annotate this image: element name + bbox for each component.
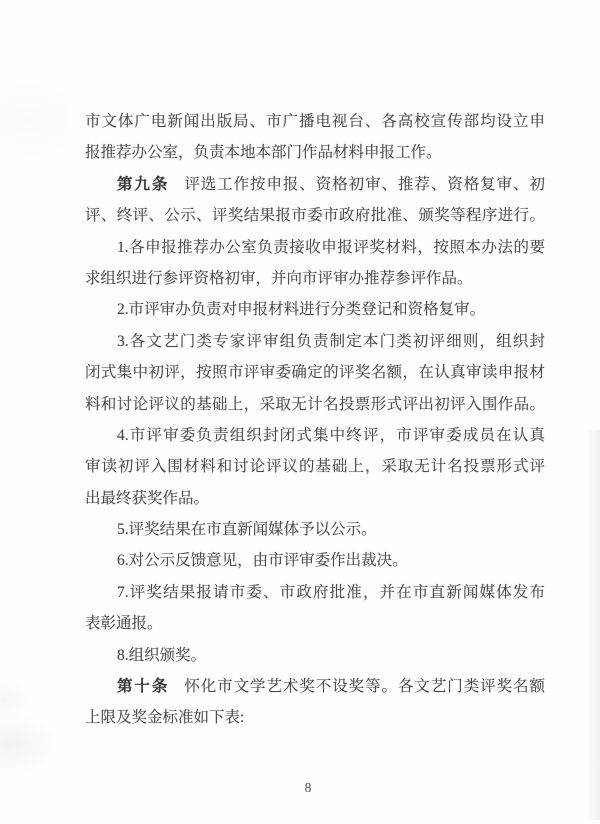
text-line [85,326,545,357]
text-line [85,514,545,545]
line-text: 闭式集中初评，按照市评审委确定的评奖名额，在认真审读申报材 [85,364,545,382]
document-body [85,106,545,734]
text-line [85,420,545,451]
line-text: 评选工作按申报、资格初审、推荐、资格复审、初 [184,175,545,193]
line-text: 8.组织颁奖。 [117,646,207,664]
text-line [85,577,545,608]
line-text: 2.市评审办负责对申报材料进行分类登记和资格复审。 [117,301,486,319]
line-text: 表彰通报。 [85,615,163,633]
text-line [85,671,545,702]
text-line [85,702,545,733]
line-text: 求组织进行参评资格初审，并向市评审办推荐参评作品。 [85,269,473,287]
text-line [85,294,545,325]
line-text: 5.评奖结果在市直新闻媒体予以公示。 [117,521,377,539]
line-text: 市文体广电新闻出版局、市广播电视台、各高校宣传部均设立申 [85,113,545,130]
line-text: 4.市评审委负责组织封闭式集中终评，市评审委成员在认真 [117,426,545,444]
line-text: 料和讨论评议的基础上，采取无计名投票形式评出初评入围作品。 [85,395,545,413]
line-text: 6.对公示反馈意见，由市评审委作出裁决。 [117,552,408,570]
line-text: 报推荐办公室，负责本地本部门作品材料申报工作。 [85,144,442,162]
scan-shadow [586,430,600,820]
line-text: 3.各文艺门类专家评审组负责制定本门类初评细则，组织封 [117,332,545,350]
line-text: 1.各申报推荐办公室负责接收申报评奖材料，按照本办法的要 [117,238,545,256]
page-number: 8 [304,780,312,795]
text-line [85,451,545,482]
text-line [85,483,545,514]
text-line [85,640,545,671]
article-number-label: 第九条 [117,175,170,193]
line-text: 怀化市文学艺术奖不设奖等。各文艺门类评奖名额 [184,678,545,696]
text-line [85,545,545,576]
text-line [85,137,545,168]
article-number-label: 第十条 [117,678,170,696]
text-line [85,608,545,639]
text-line [85,169,545,200]
line-text: 评、终评、公示、评奖结果报市委市政府批准、颁奖等程序进行。 [85,207,545,225]
text-line [85,200,545,231]
text-line [85,389,545,420]
text-line [85,232,545,263]
text-line [85,106,545,137]
text-line [85,357,545,388]
line-text: 出最终获奖作品。 [85,489,210,507]
line-text: 7.评奖结果报请市委、市政府批准，并在市直新闻媒体发布 [117,583,545,601]
line-text: 上限及奖金标准如下表: [85,709,245,727]
line-text: 审读初评入围材料和讨论评议的基础上，采取无计名投票形式评 [85,458,545,476]
text-line [85,263,545,294]
